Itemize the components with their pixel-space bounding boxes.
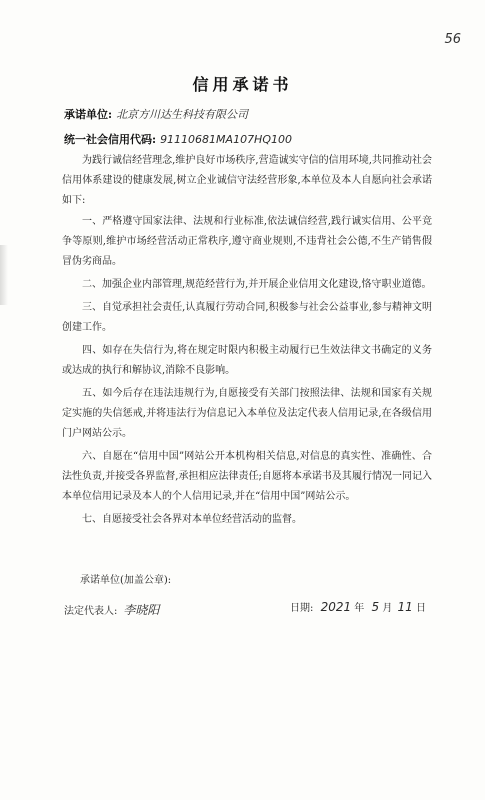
legal-rep-line: [64, 601, 159, 618]
date-day: 11: [397, 600, 413, 614]
date-year-char: 年: [354, 603, 365, 614]
date-year: 2021: [320, 600, 352, 614]
clause-1: 一、严格遵守国家法律、法规和行业标准,依法诚信经营,践行诚实信用、公平竞争等原则,维护市场经营活动正常秩序,遵守商业规则,不违背社会公德,不生产销售假冒伪劣商品。: [62, 216, 432, 267]
seal-label: 承诺单位(加盖公章):: [80, 575, 172, 586]
credit-code-label: 统一社会信用代码:: [64, 133, 157, 146]
clause-5: 五、如今后存在违法违规行为,自愿接受有关部门按照法律、法规和国家有关规定实施的失信惩戒,并将违法行为信息记入本单位及法定代表人信用记录,在各级信用门户网站公示。: [62, 388, 432, 439]
unit-field: [64, 106, 248, 122]
date-line: [290, 599, 426, 614]
clause-2: 二、加强企业内部管理,规范经营行为,并开展企业信用文化建设,恪守职业道德。: [82, 279, 432, 290]
clause-4: 四、如存在失信行为,将在规定时限内积极主动履行已生效法律文书确定的义务或达成的执行和解协议,消除不良影响。: [62, 345, 432, 376]
intro-paragraph: 为践行诚信经营理念,维护良好市场秩序,营造诚实守信的信用环境,共同推动社会信用体系建设的健康发展,树立企业诚信守法经营形象,本单位及本人自愿向社会承诺如下:: [62, 155, 432, 206]
unit-label: 承诺单位:: [64, 108, 113, 121]
clause-3: 三、自觉承担社会责任,认真履行劳动合同,积极参与社会公益事业,参与精神文明创建工作。: [62, 302, 432, 333]
date-month: 5: [371, 600, 380, 614]
page-number: 56: [444, 32, 461, 47]
unit-value: 北京方川达生科技有限公司: [116, 108, 249, 121]
date-month-char: 月: [382, 603, 393, 614]
date-day-char: 日: [415, 603, 426, 614]
legal-rep-signature: 李晓阳: [123, 603, 160, 617]
scan-shadow: [0, 245, 8, 305]
credit-code-field: [64, 131, 292, 147]
legal-rep-label: 法定代表人:: [64, 606, 118, 617]
seal-line: [80, 571, 171, 586]
clause-6: 六、自愿在“信用中国”网站公开本机构相关信息,对信息的真实性、准确性、合法性负责,并接受各界监督,承担相应法律责任;自愿将本承诺书及其履行情况一同记入本单位信用记录及本人的个人信用记录,并在“信用中国”网站公示。: [62, 451, 432, 502]
clause-7: 七、自愿接受社会各界对本单位经营活动的监督。: [82, 514, 302, 525]
credit-code-value: 91110681MA107HQ100: [160, 133, 292, 146]
document-title: 信用承诺书: [192, 75, 293, 94]
commitment-body: [62, 151, 432, 530]
date-label: 日期:: [290, 603, 314, 614]
